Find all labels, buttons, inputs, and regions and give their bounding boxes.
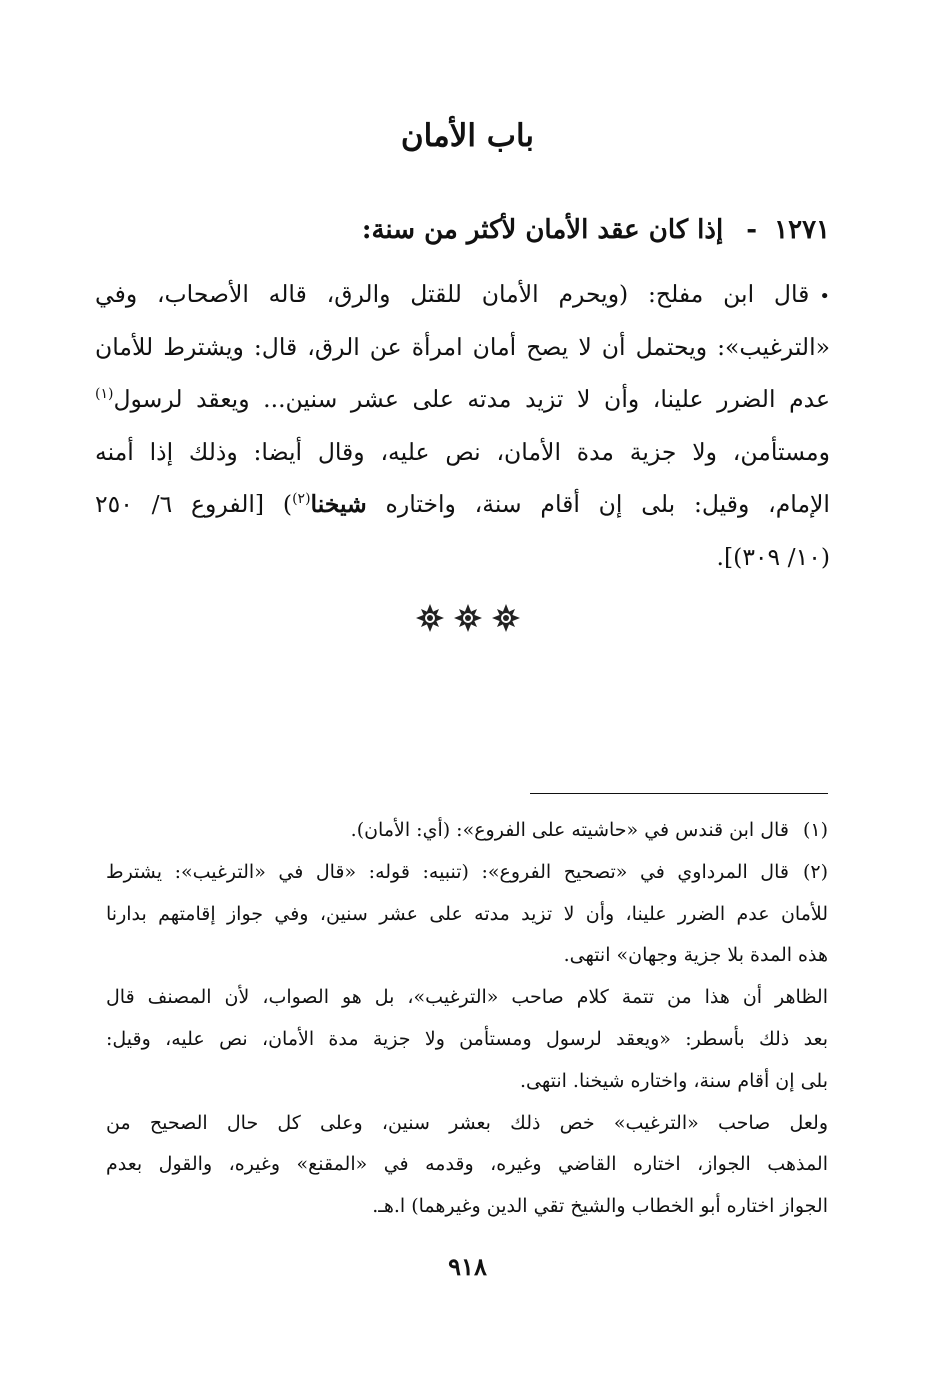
main-paragraph (95, 268, 830, 583)
footnote-2-line-9: الجواز اختاره أبو الخطاب والشيخ تقي الدين وغيرهما) ا.هـ. (372, 1195, 828, 1218)
footnote-2-line-7: ولعل صاحب «الترغيب» خص ذلك بعشر سنين، وعلى كل حال الصحيح من (106, 1111, 828, 1134)
main-line-1: •قال ابن مفلح: (ويحرم الأمان للقتل والرق، قاله الأصحاب، وفي (95, 268, 830, 321)
footnote-separator (530, 793, 828, 794)
section-heading-text: إذا كان عقد الأمان لأكثر من سنة: (361, 215, 724, 245)
section-number: ١٢٧١ (774, 215, 830, 245)
section-end-ornament (0, 600, 935, 640)
footnotes (106, 810, 828, 1228)
footnote-2-line-6: بلى إن أقام سنة، واختاره شيخنا. انتهى. (519, 1069, 828, 1092)
main-line-3: عدم الضرر علينا، وأن لا تزيد مدته على عشر سنين... ويعقد لرسول$^{(١)}$ (95, 385, 830, 413)
footnote-ref-1[interactable]: (١) (95, 386, 114, 402)
footnote-2-line-8: المذهب الجواز، اختاره القاضي وغيره، وقدمه في «المقنع» وغيره، والقول بعدم (106, 1153, 828, 1176)
footnote-2-line-2: للأمان عدم الضرر علينا، وأن لا تزيد مدته على عشر سنين، وفي جواز إقامتهم بدارنا (106, 902, 828, 925)
footnote-2-line-5: بعد ذلك بأسطر: «ويعقد لرسول ومستأمن ولا جزية مدة الأمان، نص عليه، وقيل: (106, 1027, 828, 1050)
section-heading (90, 208, 830, 252)
main-line-2: «الترغيب»: ويحتمل أن لا يصح أمان امرأة عن الرق، قال: ويشترط للأمان (95, 332, 830, 361)
flower-ornament-icon (408, 600, 528, 636)
footnote-2-number: (٢) (802, 860, 828, 883)
chapter-title: باب الأمان (400, 118, 535, 154)
footnote-1-number: (١) (802, 819, 828, 841)
footnote-2-line-3: هذه المدة بلا جزية وجهان» انتهى. (563, 944, 828, 967)
footnote-1: (١)قال ابن قندس في «حاشيته على الفروع»: (أي: الأمان). (106, 810, 828, 852)
main-line-4: ومستأمن، ولا جزية مدة الأمان، نص عليه، وقال أيضا: وذلك إذا أمنه (95, 437, 830, 466)
footnote-ref-2[interactable]: (٢) (292, 491, 311, 507)
page-number: ٩١٨ (448, 1252, 487, 1281)
main-line-5: الإمام، وقيل: بلى إن أقام سنة، واختاره شيخنا$^{(٢)}$) [الفروع ٦/ ٢٥٠ (95, 490, 830, 518)
footnote-2-line-4: الظاهر أن هذا من تتمة كلام صاحب «الترغيب»، بل هو الصواب، لأن المصنف قال (106, 986, 828, 1009)
footnote-2-line-1: (٢)قال المرداوي في «تصحيح الفروع»: (تنبيه: قوله: «قال في «الترغيب»: يشترط (106, 852, 828, 894)
section-dash: - (746, 215, 758, 245)
main-line-6: (١٠/ ٣٠٩)]. (716, 542, 830, 571)
shaykhuna-word: شيخنا (310, 490, 367, 518)
bullet-icon: • (819, 286, 830, 307)
